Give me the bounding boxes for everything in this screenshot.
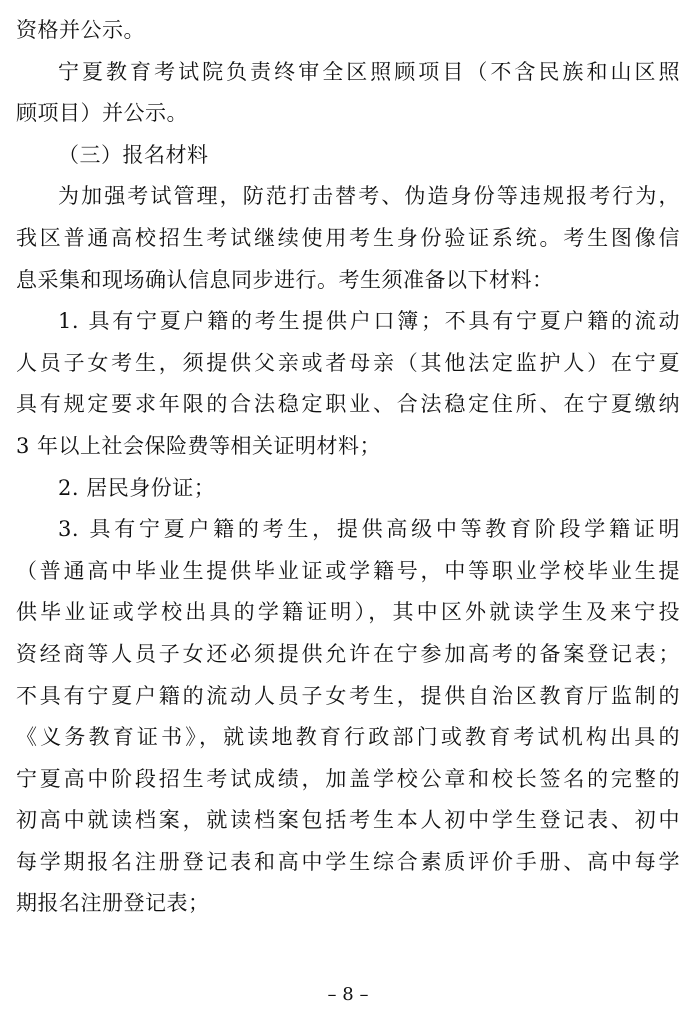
text-line: 1. 具有宁夏户籍的考生提供户口簿；不具有宁夏户籍的流动 xyxy=(58,309,680,334)
text-line: （三）报名材料 xyxy=(58,142,209,167)
text-line: 不具有宁夏户籍的流动人员子女考生，提供自治区教育厅监制的 xyxy=(16,683,680,708)
text-line: 宁夏高中阶段招生考试成绩，加盖学校公章和校长签名的完整的 xyxy=(16,766,680,791)
text-line: 初高中就读档案，就读档案包括考生本人初中学生登记表、初中 xyxy=(16,808,680,833)
text-line: 3 年以上社会保险费等相关证明材料； xyxy=(16,433,382,458)
text-line: 资格并公示。 xyxy=(16,18,145,42)
page-number: – 8 – xyxy=(327,984,369,1005)
text-line: 《义务教育证书》，就读地教育行政部门或教育考试机构出具的 xyxy=(16,725,680,750)
text-line: 具有规定要求年限的合法稳定职业、合法稳定住所、在宁夏缴纳 xyxy=(16,392,680,417)
text-line: 人员子女考生，须提供父亲或者母亲（其他法定监护人）在宁夏 xyxy=(16,350,680,375)
text-line: 宁夏教育考试院负责终审全区照顾项目（不含民族和山区照 xyxy=(58,59,680,84)
text-line: 3. 具有宁夏户籍的考生，提供高级中等教育阶段学籍证明 xyxy=(58,517,680,542)
text-line: 期报名注册登记表； xyxy=(16,891,210,916)
text-line: 资经商等人员子女还必须提供允许在宁参加高考的备案登记表； xyxy=(16,641,680,666)
text-line: （普通高中毕业生提供毕业证或学籍号，中等职业学校毕业生提 xyxy=(16,558,680,583)
text-line: 供毕业证或学校出具的学籍证明），其中区外就读学生及来宁投 xyxy=(16,600,680,625)
text-line: 我区普通高校招生考试继续使用考生身份验证系统。考生图像信 xyxy=(16,225,680,250)
text-line: 2. 居民身份证； xyxy=(58,475,216,500)
text-line: 每学期报名注册登记表和高中学生综合素质评价手册、高中每学 xyxy=(16,849,680,874)
document-body xyxy=(16,10,680,925)
text-line: 为加强考试管理，防范打击替考、伪造身份等违规报考行为， xyxy=(58,184,680,209)
text-line: 顾项目）并公示。 xyxy=(16,101,188,126)
text-line: 息采集和现场确认信息同步进行。考生须准备以下材料： xyxy=(16,267,554,292)
